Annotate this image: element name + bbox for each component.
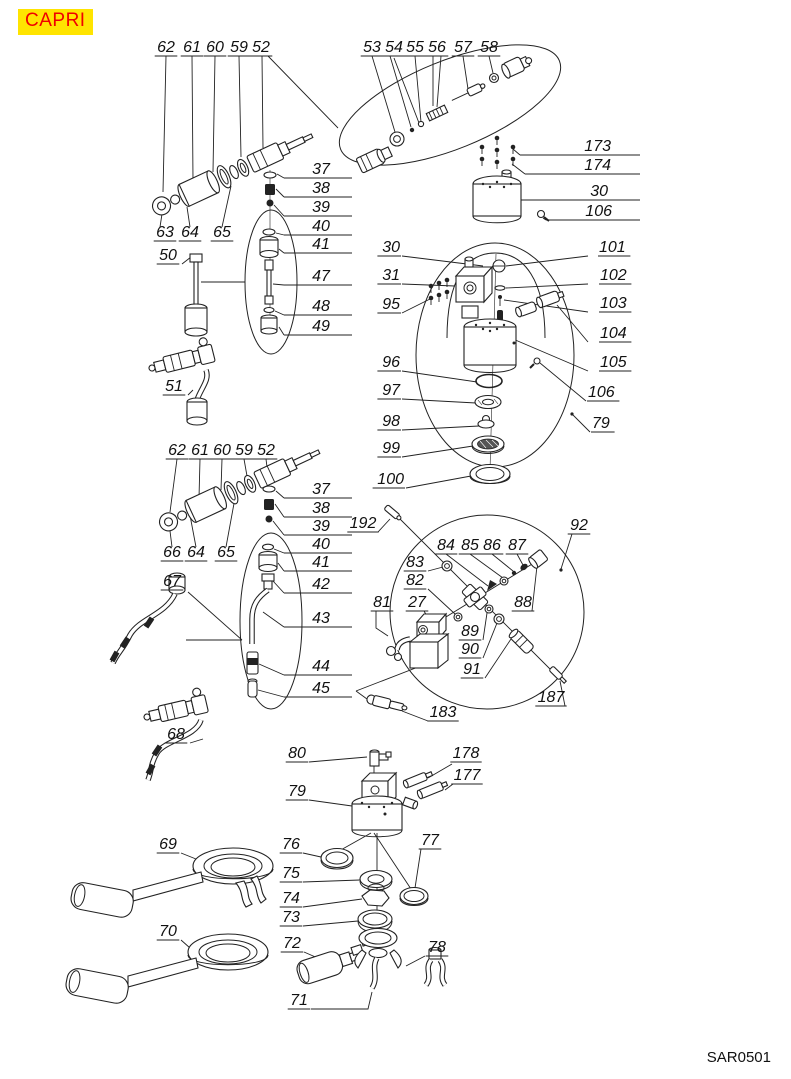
part-number-187: 187 (537, 689, 565, 706)
part-number-65: 65 (217, 544, 235, 561)
part-number-51: 51 (165, 378, 183, 395)
part-number-70: 70 (159, 923, 177, 940)
part-number-79: 79 (288, 783, 306, 800)
part-number-39: 39 (312, 518, 330, 535)
part-number-105: 105 (600, 354, 627, 371)
part-number-67: 67 (163, 573, 181, 590)
connector-44 (247, 652, 258, 674)
part-number-27: 27 (408, 594, 426, 611)
pin-54 (410, 128, 414, 132)
part-number-40: 40 (312, 218, 330, 235)
steam-tap-assembly-upper (148, 125, 317, 221)
part-number-86: 86 (483, 537, 501, 554)
part-number-63: 63 (156, 224, 174, 241)
part-number-82: 82 (406, 572, 424, 589)
part-number-57: 57 (454, 39, 472, 56)
part-number-183: 183 (429, 704, 457, 721)
part-number-54: 54 (385, 39, 403, 56)
part-number-77: 77 (421, 832, 439, 849)
brand-name: CAPRI (25, 10, 86, 31)
part-number-30: 30 (382, 239, 400, 256)
part-number-73: 73 (282, 909, 300, 926)
tip-187 (549, 666, 567, 684)
disc-97 (475, 396, 501, 409)
spout-body-71 (355, 929, 401, 989)
part-number-106: 106 (585, 203, 612, 220)
part-number-59: 59 (230, 39, 248, 56)
solenoid-valve-31 (456, 257, 492, 318)
shower-screen-99 (472, 436, 504, 454)
funnel-75 (360, 871, 392, 893)
cap-41b (259, 552, 277, 572)
washer-89 (485, 605, 493, 613)
part-number-58: 58 (480, 39, 498, 56)
fitting-104a (514, 301, 537, 317)
nut-38b (264, 499, 274, 510)
part-number-96: 96 (382, 354, 400, 371)
pin-103 (498, 295, 502, 306)
part-number-91: 91 (463, 661, 481, 678)
part-number-103: 103 (600, 295, 627, 312)
elbow-81 (387, 639, 411, 661)
part-number-59: 59 (235, 442, 253, 459)
part-number-64: 64 (187, 544, 205, 561)
part-number-101: 101 (599, 239, 626, 256)
stem-47 (265, 260, 273, 304)
cross-fitting (462, 584, 489, 611)
part-number-98: 98 (382, 413, 400, 430)
part-number-60: 60 (213, 442, 231, 459)
part-number-174: 174 (584, 157, 611, 174)
part-number-178: 178 (452, 745, 480, 762)
part-number-66: 66 (163, 544, 181, 561)
group-head (352, 750, 448, 837)
part-number-52: 52 (252, 39, 270, 56)
drawing-number: SAR0501 (706, 1049, 771, 1066)
steam-wand-detail-parts (356, 52, 535, 173)
part-number-64: 64 (181, 224, 199, 241)
part-number-80: 80 (288, 745, 306, 762)
part-number-56: 56 (428, 39, 446, 56)
washer-40 (263, 229, 275, 235)
cap-41 (260, 237, 278, 258)
part-number-62: 62 (168, 442, 186, 459)
fitting-183 (366, 694, 408, 714)
part-number-62: 62 (157, 39, 175, 56)
oring-96 (476, 375, 502, 388)
boiler-lid-30 (473, 170, 521, 223)
part-number-37: 37 (312, 161, 330, 178)
fitting-42 (262, 574, 274, 589)
spring-56 (426, 105, 448, 121)
part-number-68: 68 (167, 726, 185, 743)
part-number-92: 92 (570, 517, 588, 534)
fitting-104b (535, 289, 565, 309)
ring-76 (321, 849, 353, 870)
washer-37b (263, 486, 275, 492)
boiler-group (429, 253, 565, 484)
part-number-76: 76 (282, 836, 300, 853)
cone-84 (487, 580, 497, 591)
screws-95 (429, 278, 450, 305)
pin-192 (384, 505, 402, 522)
part-number-61: 61 (183, 39, 201, 56)
part-number-83: 83 (406, 554, 424, 571)
washer-102 (495, 286, 505, 290)
part-number-41: 41 (312, 236, 330, 253)
ball-39b (266, 516, 273, 523)
part-number-100: 100 (377, 471, 404, 488)
nut-83 (442, 561, 452, 571)
part-number-30: 30 (590, 183, 608, 200)
nut-38 (265, 184, 275, 195)
washer-53 (390, 132, 404, 146)
screw-106-top (538, 211, 550, 222)
rod-57 (450, 82, 486, 105)
brand-badge (18, 9, 93, 35)
solenoid-group (366, 505, 567, 714)
gasket-100 (470, 465, 510, 484)
part-number-71: 71 (290, 992, 308, 1009)
boiler-lid-group (473, 136, 549, 223)
washer-55 (418, 121, 423, 126)
cap-49 (261, 315, 277, 334)
washer-40b (263, 544, 274, 550)
part-number-85: 85 (461, 537, 479, 554)
part-number-99: 99 (382, 440, 400, 457)
pin-86 (512, 571, 516, 575)
cap-88 (527, 549, 548, 569)
part-number-39: 39 (312, 199, 330, 216)
ball-39 (267, 200, 274, 207)
part-number-79: 79 (592, 415, 610, 432)
washer-85 (500, 577, 508, 585)
part-number-31: 31 (382, 267, 400, 284)
part-number-45: 45 (312, 680, 330, 697)
part-number-173: 173 (584, 138, 611, 155)
portafilter-70 (64, 934, 268, 1005)
part-number-89: 89 (461, 623, 479, 640)
boiler-body-105 (464, 319, 516, 373)
part-number-53: 53 (363, 39, 381, 56)
washer-48 (264, 308, 274, 313)
nut-90 (494, 614, 504, 624)
valve-parts-column-upper (260, 170, 278, 334)
part-number-75: 75 (282, 865, 300, 882)
part-number-38: 38 (312, 180, 330, 197)
part-number-87: 87 (508, 537, 526, 554)
part-number-84: 84 (437, 537, 455, 554)
part-number-47: 47 (312, 268, 330, 285)
portafilter-69 (69, 848, 273, 919)
part-number-102: 102 (600, 267, 627, 284)
wand-end-fitting (500, 52, 535, 79)
washer-82 (454, 613, 462, 621)
jet-91 (508, 628, 535, 655)
part-number-192: 192 (349, 515, 377, 532)
part-number-69: 69 (159, 836, 177, 853)
part-number-65: 65 (213, 224, 231, 241)
part-number-37: 37 (312, 481, 330, 498)
part-number-104: 104 (600, 325, 627, 342)
part-number-50: 50 (159, 247, 177, 264)
ring-77 (400, 888, 428, 906)
solenoid-27 (410, 614, 448, 668)
part-number-40: 40 (312, 536, 330, 553)
part-number-95: 95 (382, 296, 400, 313)
part-number-61: 61 (191, 442, 209, 459)
part-number-72: 72 (283, 935, 301, 952)
part-number-41: 41 (312, 554, 330, 571)
washer-37 (264, 172, 276, 178)
part-number-48: 48 (312, 298, 330, 315)
part-number-49: 49 (312, 318, 330, 335)
cap-101 (493, 260, 505, 272)
tip-45 (248, 679, 257, 697)
part-number-97: 97 (382, 382, 400, 399)
part-number-52: 52 (257, 442, 275, 459)
part-number-81: 81 (373, 594, 391, 611)
part-number-55: 55 (406, 39, 424, 56)
part-number-177: 177 (453, 767, 481, 784)
part-number-44: 44 (312, 658, 330, 675)
pipe-43 (252, 590, 268, 644)
seal-74 (362, 890, 389, 906)
part-number-38: 38 (312, 500, 330, 517)
part-number-106: 106 (588, 384, 615, 401)
part-number-78: 78 (428, 939, 446, 956)
tube-part-50 (185, 254, 207, 336)
part-number-74: 74 (282, 890, 300, 907)
ring-58 (490, 74, 499, 83)
screw-106-mid (530, 358, 540, 368)
part-number-43: 43 (312, 610, 330, 627)
part-number-88: 88 (514, 594, 532, 611)
part-number-60: 60 (206, 39, 224, 56)
part-number-90: 90 (461, 641, 479, 658)
part-number-42: 42 (312, 576, 330, 593)
